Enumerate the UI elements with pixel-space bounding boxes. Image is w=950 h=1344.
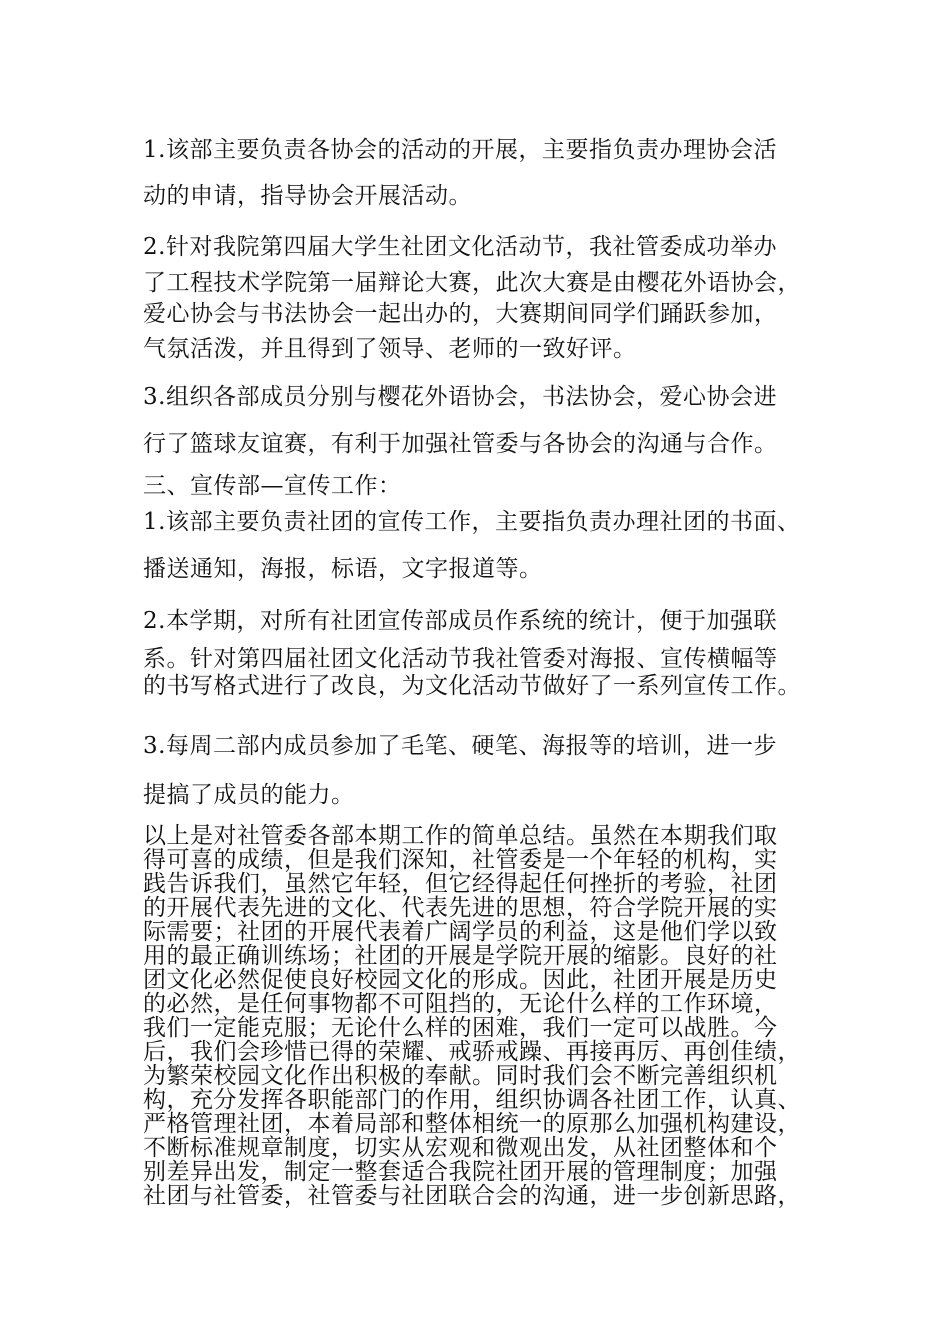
paragraph-line: 2.针对我院第四届大学生社团文化活动节，我社管委成功举办 (143, 234, 777, 260)
paragraph-line: 3.组织各部成员分别与樱花外语协会，书法协会，爱心协会进 (143, 384, 777, 410)
paragraph-line: 动的申请，指导协会开展活动。 (143, 183, 472, 209)
paragraph-line: 系。针对第四届社团文化活动节我社管委对海报、宣传横幅等 (143, 646, 778, 672)
paragraph-line: 播送通知，海报，标语，文字报道等。 (143, 556, 543, 582)
summary-line: 社团与社管委，社管委与社团联合会的沟通，进一步创新思路， (143, 1183, 801, 1209)
paragraph-line: 爱心协会与书法协会一起出办的，大赛期间同学们踊跃参加， (143, 301, 778, 327)
summary-line: 构，充分发挥各职能部门的作用，组织协调各社团工作，认真、 (143, 1087, 801, 1113)
summary-line: 别差异出发，制定一整套适合我院社团开展的管理制度；加强 (143, 1159, 778, 1185)
summary-line: 用的最正确训练场；社团的开展是学院开展的缩影。良好的社 (143, 943, 778, 969)
paragraph-line: 2.本学期，对所有社团宣传部成员作系统的统计，便于加强联 (143, 608, 777, 634)
paragraph-line: 的书写格式进行了改良，为文化活动节做好了一系列宣传工作。 (143, 673, 801, 699)
summary-line: 以上是对社管委各部本期工作的简单总结。虽然在本期我们取 (143, 823, 778, 849)
summary-line: 际需要；社团的开展代表着广阔学员的利益，这是他们学以致 (143, 919, 778, 945)
summary-line: 严格管理社团，本着局部和整体相统一的原那么加强机构建设， (143, 1111, 801, 1137)
summary-line: 团文化必然促使良好校园文化的形成。因此，社团开展是历史 (143, 967, 778, 993)
paragraph-line: 3.每周二部内成员参加了毛笔、硬笔、海报等的培训，进一步 (143, 733, 777, 759)
summary-line: 为繁荣校园文化作出积极的奉献。同时我们会不断完善组织机 (143, 1063, 778, 1089)
summary-line: 后，我们会珍惜已得的荣耀、戒骄戒躁、再接再厉、再创佳绩， (143, 1039, 801, 1065)
summary-line: 的必然，是任何事物都不可阻挡的，无论什么样的工作环境， (143, 991, 778, 1017)
paragraph-line: 行了篮球友谊赛，有利于加强社管委与各协会的沟通与合作。 (143, 431, 778, 457)
summary-line: 不断标准规章制度，切实从宏观和微观出发，从社团整体和个 (143, 1135, 778, 1161)
paragraph-line: 1.该部主要负责社团的宣传工作，主要指负责办理社团的书面、 (143, 509, 801, 535)
summary-line: 我们一定能克服；无论什么样的困难，我们一定可以战胜。今 (143, 1015, 778, 1041)
summary-line: 的开展代表先进的文化、代表先进的思想，符合学院开展的实 (143, 895, 778, 921)
summary-line: 得可喜的成绩，但是我们深知，社管委是一个年轻的机构，实 (143, 847, 778, 873)
paragraph-line: 1.该部主要负责各协会的活动的开展，主要指负责办理协会活 (143, 137, 777, 163)
paragraph-line: 提搞了成员的能力。 (143, 782, 355, 808)
paragraph-line: 气氛活泼，并且得到了领导、老师的一致好评。 (143, 336, 637, 362)
summary-line: 践告诉我们，虽然它年轻，但它经得起任何挫折的考验，社团 (143, 871, 778, 897)
section-heading: 三、宣传部—宣传工作： (143, 473, 402, 499)
paragraph-line: 了工程技术学院第一届辩论大赛，此次大赛是由樱花外语协会， (143, 270, 801, 296)
